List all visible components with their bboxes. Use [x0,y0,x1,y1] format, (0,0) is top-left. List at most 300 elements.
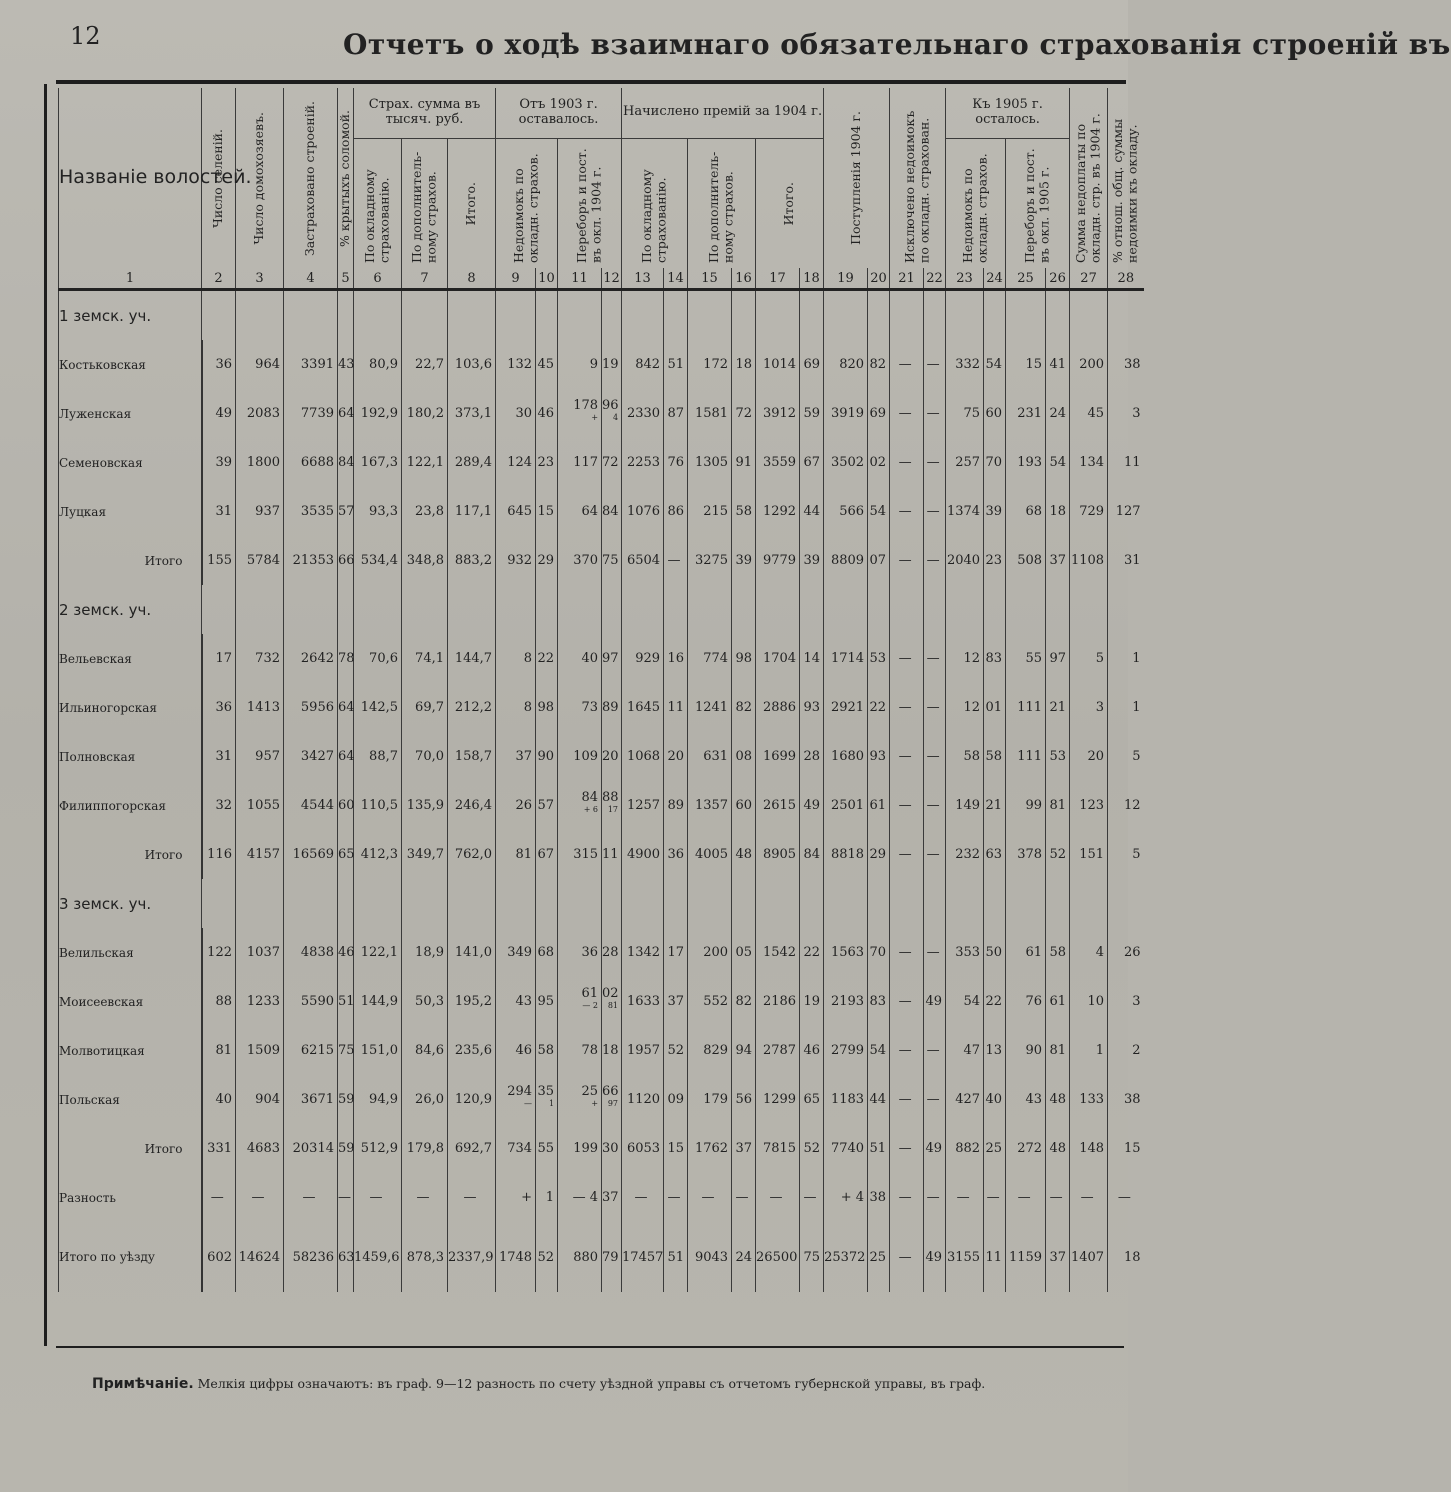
small-mark: + [591,1098,599,1108]
cell-value: 31 [1124,553,1141,568]
cell-value: 512,9 [360,1141,398,1156]
cell [1108,683,1144,732]
empty-cell [402,290,448,341]
volost-name [59,1075,202,1124]
cell [756,781,800,830]
empty-cell [284,879,338,928]
cell [236,536,284,585]
section-header-row [59,290,1144,341]
cell [984,1124,1006,1173]
cell-value: 929 [635,651,661,666]
cell-value: 64 [338,406,355,421]
cell [496,1124,536,1173]
cell-value: 331 [207,1141,232,1156]
cell [824,1124,868,1173]
cell-value: — [926,455,940,470]
cell [202,977,236,1026]
empty-cell [688,290,732,341]
cell [284,487,338,536]
footnote-text: Мелкія цифры означаютъ: въ граф. 9—12 разность по счету уѣздной управы съ отчетомъ губернской управы, въ граф. [197,1376,986,1391]
insurance-table [58,88,1144,1292]
cell [202,1075,236,1124]
empty-cell [1046,585,1070,634]
cell [1070,438,1108,487]
cell-value: 294 [507,1083,533,1099]
cell [890,340,924,389]
empty-cell [946,585,984,634]
cell [448,389,496,438]
cell-value: 46 [537,406,555,421]
cell [354,487,402,536]
cell [284,1124,338,1173]
cell [1108,438,1144,487]
cell [664,1124,688,1173]
cell-value: 54 [869,1043,887,1058]
cell-value: 20314 [292,1141,334,1156]
cell [890,732,924,781]
cell [602,340,622,389]
cell-value: 59 [338,1141,355,1156]
empty-cell [664,879,688,928]
cell [924,1173,946,1222]
cell-value: 7739 [300,406,334,421]
column-number: 13 [622,268,664,290]
header-c11: Переборъ и пост. въ окл. 1904 г. [558,138,622,268]
cell [984,536,1006,585]
cell [664,389,688,438]
empty-cell [622,290,664,341]
cell-value: 58 [1049,945,1067,960]
cell-value: 97 [602,651,619,666]
empty-cell [890,290,924,341]
cell-value: 22 [803,945,821,960]
cell-value: 155 [207,553,232,568]
cell-value: — [926,1190,940,1205]
cell-value: 83 [985,651,1003,666]
cell [890,683,924,732]
volost-name-text: Разность [59,1190,116,1205]
column-number: 28 [1108,268,1144,290]
cell [558,781,602,830]
cell [1070,1173,1108,1222]
cell-value: 17 [667,945,685,960]
cell [756,487,800,536]
cell-value: 15 [537,504,555,519]
cell-value: 30 [602,1141,619,1156]
volost-name-text: Луженская [59,406,132,421]
cell [354,1222,402,1292]
cell-value: 103,6 [454,357,493,372]
cell [1070,634,1108,683]
cell-value: 353 [955,945,981,960]
cell [536,683,558,732]
cell [824,536,868,585]
cell-value: 123 [1079,798,1105,813]
cell [688,438,732,487]
cell [1046,634,1070,683]
cell [354,389,402,438]
cell-value: 21353 [292,553,334,568]
cell [732,340,756,389]
cell-value: 122 [207,945,232,960]
cell-value: 28 [803,749,821,764]
cell-value: 645 [507,504,533,519]
cell-value: 4157 [246,847,280,862]
cell [1070,389,1108,438]
cell [338,438,354,487]
cell-value: 4838 [300,945,334,960]
cell [202,683,236,732]
cell-value: 37 [667,994,685,1009]
cell-value: 83 [869,994,887,1009]
cell-value: 3 [1095,700,1105,715]
cell-value: 3912 [762,406,797,421]
cell-value: 21 [1049,700,1067,715]
empty-cell [558,290,602,341]
cell-value: 64 [581,504,599,519]
cell [602,830,622,879]
small-mark: — 2 [582,1000,599,1010]
cell [558,683,602,732]
header-c5: % крытыхъ соломой. [338,88,354,268]
cell-value: 64 [338,700,355,715]
cell [448,1026,496,1075]
cell-value: 12 [963,700,981,715]
cell [338,781,354,830]
table-row [59,683,1144,732]
cell [868,1026,890,1075]
cell [448,830,496,879]
cell-value: 135,9 [406,798,444,813]
volost-name-text: Итого [144,553,183,568]
cell-value: 53 [1049,749,1067,764]
cell [558,1173,602,1222]
header-name: Названіе волостей. [59,88,202,268]
cell-value: 70,0 [415,749,444,764]
cell-value: 20 [1087,749,1105,764]
cell-value: 151,0 [360,1043,398,1058]
cell [402,830,448,879]
cell-value: 39 [985,504,1003,519]
cell-value: 11 [985,1249,1003,1265]
cell-value: 180,2 [406,406,444,421]
cell-value: — 4 [572,1190,599,1205]
cell-value: 46 [803,1043,821,1058]
cell [1046,732,1070,781]
cell [756,536,800,585]
cell [202,487,236,536]
empty-cell [236,585,284,634]
cell [924,536,946,585]
cell-value: 842 [635,357,661,372]
header-group-premiums: Начислено премій за 1904 г. [622,88,824,138]
cell [402,536,448,585]
table-row [59,1026,1144,1075]
empty-cell [924,290,946,341]
bottom-rule [56,1346,1124,1348]
cell-value: 5590 [300,994,334,1009]
empty-cell [202,585,236,634]
cell [284,1026,338,1075]
empty-cell [1006,879,1046,928]
cell [824,340,868,389]
cell-value: 200 [703,945,729,960]
empty-cell [448,290,496,341]
cell-value: 1037 [246,945,280,960]
cell [338,389,354,438]
cell-value: 48 [1049,1141,1067,1156]
cell [202,830,236,879]
cell [924,977,946,1026]
cell [622,340,664,389]
cell [402,487,448,536]
cell [924,1124,946,1173]
cell [236,781,284,830]
empty-cell [984,585,1006,634]
empty-cell [868,879,890,928]
cell [236,634,284,683]
cell-value: 4544 [300,798,334,813]
cell-value: 3559 [762,455,797,470]
cell [800,1124,824,1173]
cell-value: 02 [602,985,619,1001]
cell-value: 58236 [292,1249,334,1265]
top-rule [56,80,1126,84]
cell [756,977,800,1026]
cell [984,1026,1006,1075]
empty-cell [402,879,448,928]
empty-cell [824,879,868,928]
cell [924,1075,946,1124]
cell [756,1026,800,1075]
cell-value: 38 [1124,357,1141,372]
cell [890,438,924,487]
cell-value: 65 [803,1092,821,1107]
cell [756,1075,800,1124]
cell [732,977,756,1026]
cell [824,389,868,438]
section-header-row [59,879,1144,928]
cell [984,683,1006,732]
empty-cell [558,585,602,634]
cell [622,1124,664,1173]
cell [202,928,236,977]
empty-cell [558,879,602,928]
cell-value: 1 [1132,651,1141,666]
cell-value: 124 [507,455,533,470]
cell-value: — [926,553,940,568]
cell [664,683,688,732]
cell-value: 117,1 [454,504,493,519]
cell [284,1173,338,1222]
cell [946,634,984,683]
cell [1006,389,1046,438]
cell [800,634,824,683]
cell-value: 22 [537,651,555,666]
cell-value: 133 [1079,1092,1105,1107]
cell-value: 16 [667,651,685,666]
cell-value: 3502 [830,455,865,470]
cell-value: 89 [602,700,619,715]
cell-value: 134 [1079,455,1105,470]
column-number: 21 [890,268,924,290]
cell-value: 179 [703,1092,729,1107]
cell [868,1075,890,1124]
cell [688,536,732,585]
cell [402,732,448,781]
cell-value: — [369,1190,383,1205]
cell [202,340,236,389]
cell [558,732,602,781]
cell [536,977,558,1026]
cell-value: 45 [1087,406,1105,421]
cell-value: 15 [667,1141,685,1156]
column-number: 16 [732,268,756,290]
cell [202,389,236,438]
cell [496,1222,536,1292]
cell [284,1075,338,1124]
cell [756,634,800,683]
cell-value: 40 [581,651,599,666]
cell [1070,1222,1108,1292]
cell [496,781,536,830]
cell-value: 631 [703,749,729,764]
volost-name [59,1026,202,1075]
cell-value: — [898,945,912,960]
empty-cell [536,585,558,634]
cell [688,1124,732,1173]
empty-cell [496,585,536,634]
cell-value: — [302,1190,316,1205]
cell [496,487,536,536]
cell [338,1124,354,1173]
cell [536,781,558,830]
cell [602,1026,622,1075]
cell [924,781,946,830]
cell-value: 5956 [300,700,334,715]
cell [732,1124,756,1173]
cell-value: 12 [1124,798,1141,813]
cell [496,1026,536,1075]
cell-value: 11 [602,847,619,862]
cell [984,389,1006,438]
cell-value: 195,2 [454,994,493,1009]
empty-cell [338,585,354,634]
cell [688,977,732,1026]
cell [732,634,756,683]
cell-value: 378 [1017,847,1043,862]
empty-cell [338,290,354,341]
cell-value: 3275 [694,553,729,568]
cell [402,340,448,389]
empty-cell [800,290,824,341]
cell [1046,389,1070,438]
volost-name-text: Велильская [59,945,134,960]
cell-value: 9 [589,357,599,372]
cell [236,732,284,781]
cell-value: 95 [537,994,555,1009]
cell-value: 22 [869,700,887,715]
cell [1006,438,1046,487]
cell-value: 98 [537,700,555,715]
cell-value: 58 [537,1043,555,1058]
cell [236,928,284,977]
cell-value: + 4 [840,1190,865,1205]
empty-cell [1006,290,1046,341]
cell-value: 63 [338,1249,355,1265]
cell-value: 47 [963,1043,981,1058]
header-c13: По окладному страхованію. [622,138,688,268]
cell-value: 158,7 [454,749,493,764]
cell-value: 1342 [626,945,661,960]
cell [732,781,756,830]
cell-value: 246,4 [454,798,493,813]
cell [946,487,984,536]
cell-value: 49 [925,994,943,1009]
cell-value: 3 [1132,406,1141,421]
cell-value: 1233 [246,994,280,1009]
section-title: 3 земск. уч. [59,879,202,928]
cell [448,536,496,585]
cell [688,487,732,536]
empty-cell [536,290,558,341]
cell-value: 820 [839,357,865,372]
cell-value: 349,7 [406,847,444,862]
cell [236,1222,284,1292]
empty-cell [448,879,496,928]
cell-value: 40 [985,1092,1003,1107]
cell [354,1026,402,1075]
cell-value: 1800 [246,455,280,470]
cell [1070,683,1108,732]
volost-name [59,683,202,732]
cell-value: 72 [602,455,619,470]
cell [1006,1026,1046,1075]
cell-value: 82 [735,994,753,1009]
cell-value: 144,7 [454,651,493,666]
cell-value: 6215 [300,1043,334,1058]
cell-value: 93 [803,700,821,715]
cell-value: 120,9 [454,1092,493,1107]
cell-value: 4683 [246,1141,280,1156]
cell [756,830,800,879]
cell-value: 57 [537,798,555,813]
cell [984,438,1006,487]
cell [1070,928,1108,977]
column-number: 9 [496,268,536,290]
cell [236,830,284,879]
cell-value: 61 [1049,994,1067,1009]
header-c21: Исключено недоимокъ по окладн. страхован. [890,88,946,268]
cell-value: 289,4 [454,455,493,470]
cell [602,1222,622,1292]
cell [664,830,688,879]
cell-value: 73 [581,700,599,715]
cell [946,1026,984,1075]
cell-value: 2787 [762,1043,797,1058]
cell [354,830,402,879]
cell-value: 215 [703,504,729,519]
cell [284,977,338,1026]
cell-value: 1374 [946,504,981,519]
cell-value: 70,6 [369,651,398,666]
empty-cell [448,585,496,634]
cell [402,634,448,683]
total-row [59,1124,1144,1173]
cell-value: — [463,1190,477,1205]
cell-value: — [926,504,940,519]
cell [402,977,448,1026]
